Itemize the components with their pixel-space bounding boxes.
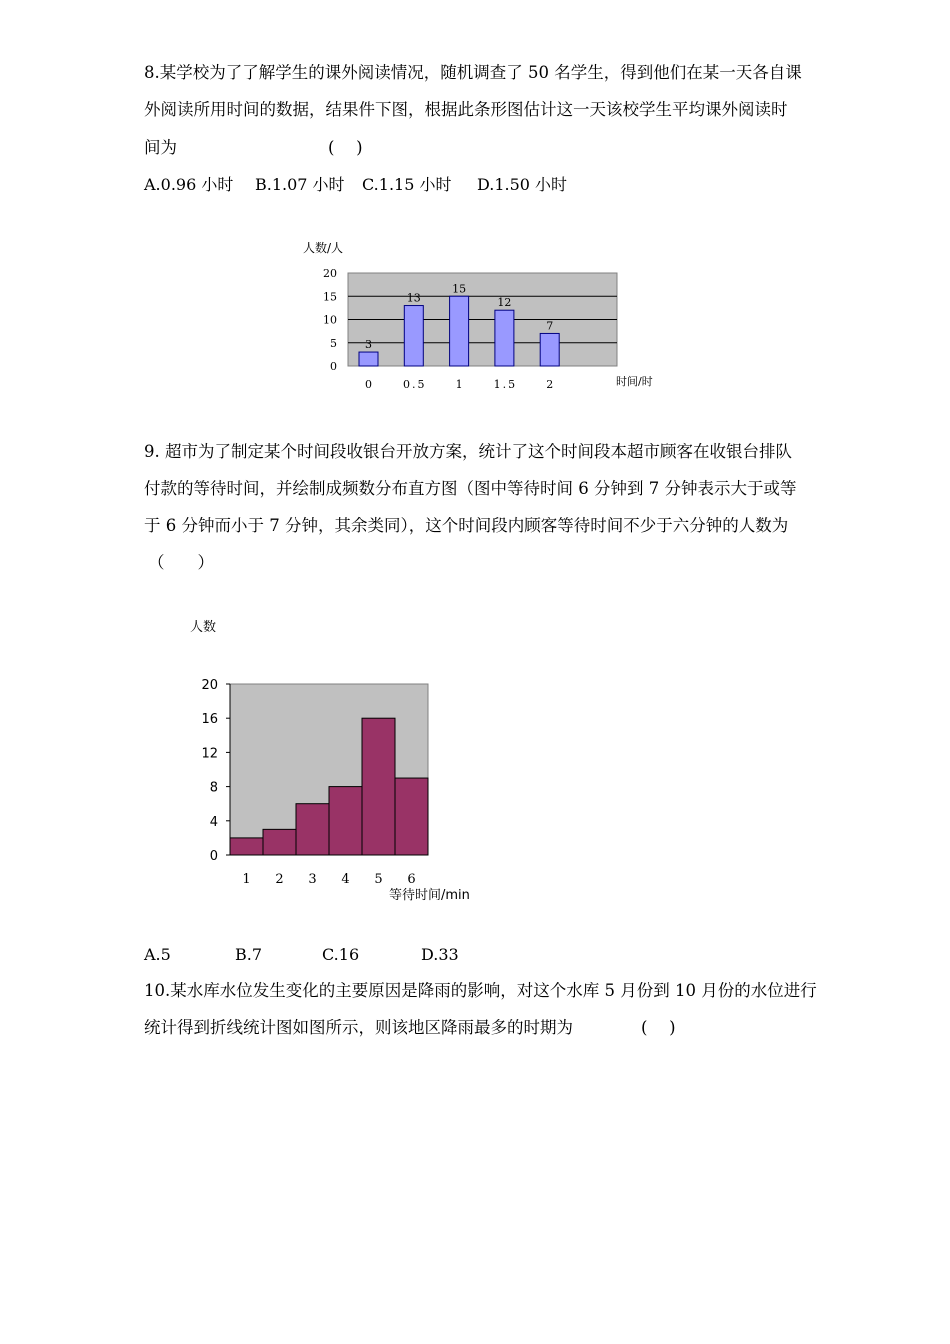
q10-answer-paren: ( ) [641,1018,676,1037]
q9-line-2: 付款的等待时间，并绘制成频数分布直方图（图中等待时间 6 分钟到 7 分钟表示大于或等 [144,479,797,498]
chart2-bar [230,838,263,855]
chart2-bar [263,829,296,855]
chart2-bar [296,804,329,855]
q10-line-2: 统计得到折线统计图如图所示，则该地区降雨最多的时期为 [144,1018,573,1037]
q8-options [144,172,567,195]
chart1-bar [359,352,378,366]
chart1-xtick-label: 1.5 [493,378,518,391]
chart1-bar [404,306,423,366]
chart2-bar [329,787,362,855]
q8-option-a[interactable]: A.0.96 小时 [144,175,234,194]
chart2-xtick-label: 5 [374,872,383,887]
q10-line-1: 10.某水库水位发生变化的主要原因是降雨的影响，对这个水库 5 月份到 10 月份的水位进行 [144,981,817,1000]
chart2-xtick-label: 4 [341,872,350,887]
chart2-ylabel: 人数 [190,620,217,635]
chart1-ylabel: 人数/人 [303,241,344,255]
chart2-xlabel: 等待时间/min [389,888,470,903]
chart2-xtick-label: 6 [407,872,416,887]
q9-options [144,945,459,964]
chart2-ytick-label: 16 [201,712,218,728]
q8-option-b[interactable]: B.1.07 小时 [255,175,345,194]
q9-option-c[interactable]: C.16 [322,945,360,964]
chart2-xtick-label: 3 [308,872,317,887]
chart1-ytick-label: 10 [323,313,337,327]
chart2-xtick-label: 1 [242,872,251,887]
reading-time-bar-chart [0,230,950,400]
chart2-ytick-label: 0 [209,849,218,864]
chart1-bar [495,310,514,366]
chart1-data-label: 12 [497,296,512,310]
chart1-ytick-label: 15 [323,290,337,304]
q9-option-b[interactable]: B.7 [235,945,263,964]
chart2-bar [395,778,428,855]
chart1-xtick-label: 0 [365,378,374,391]
chart2-ytick-label: 4 [209,814,218,830]
q9-answer-paren: （ ） [148,553,214,572]
chart1-xtick-label: 0.5 [403,378,427,391]
chart2-ytick-label: 8 [209,780,218,796]
chart1-xtick-label: 2 [546,378,556,391]
chart1-xtick-label: 1 [455,378,465,391]
q9-option-a[interactable]: A.5 [144,945,171,964]
q8-answer-paren: ( ) [328,138,363,157]
chart2-xtick-label: 2 [275,872,284,887]
chart1-ytick-label: 20 [323,267,337,280]
chart1-xlabel: 时间/时 [616,375,653,388]
q9-option-d[interactable]: D.33 [421,945,459,964]
waiting-time-histogram [0,605,950,910]
q8-option-c[interactable]: C.1.15 小时 [362,175,452,194]
chart1-bar [450,296,469,366]
q9-line-3: 于 6 分钟而小于 7 分钟，其余类同），这个时间段内顾客等待时间不少于六分钟的人数为 [144,516,789,535]
q9-line-1: 9. 超市为了制定某个时间段收银台开放方案，统计了这个时间段本超市顾客在收银台排队 [144,442,792,461]
q8-line-2: 外阅读所用时间的数据，结果件下图，根据此条形图估计这一天该校学生平均课外阅读时 [144,100,788,119]
q8-option-d[interactable]: D.1.50 小时 [477,175,568,194]
chart2-ytick-label: 20 [201,678,218,693]
chart1-data-label: 13 [406,291,421,305]
chart2-ytick-label: 12 [201,746,218,762]
chart1-data-label: 7 [546,319,554,333]
chart1-ytick-label: 5 [330,336,337,350]
chart1-data-label: 15 [452,282,467,296]
q8-line-1: 8.某学校为了了解学生的课外阅读情况，随机调查了 50 名学生，得到他们在某一天各自课 [144,63,802,82]
chart2-bar [362,718,395,855]
chart1-bar [540,333,559,366]
chart1-data-label: 3 [365,338,372,352]
chart1-ytick-label: 0 [330,360,337,373]
q8-line-3: 间为 [144,138,177,157]
